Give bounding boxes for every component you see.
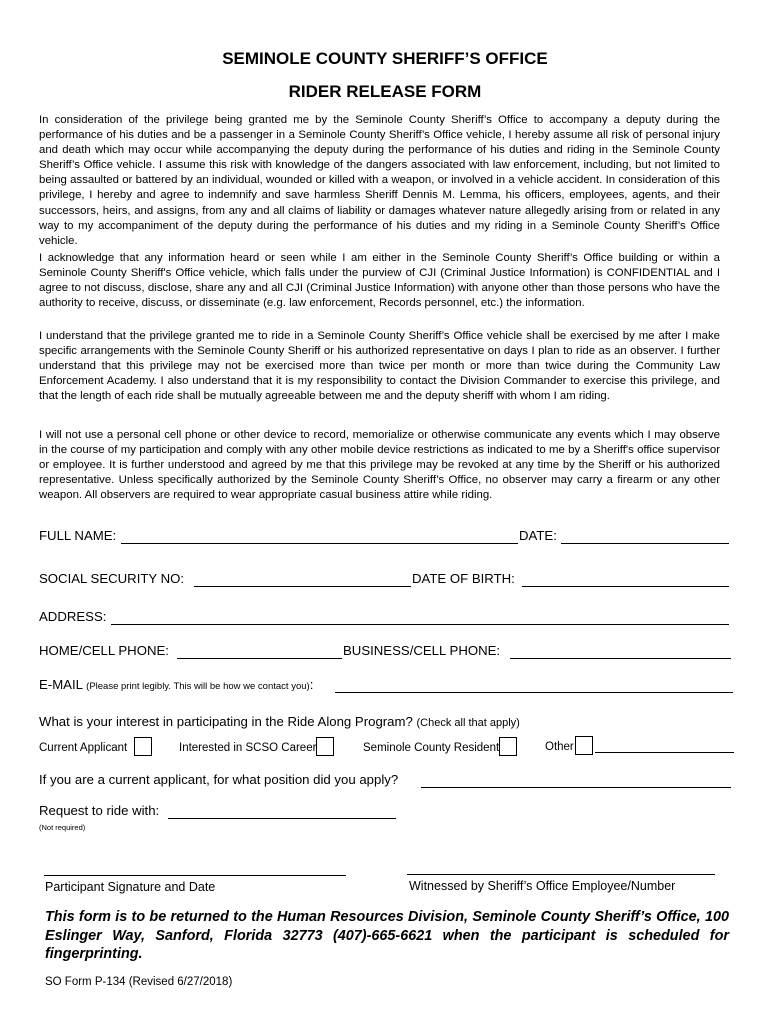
interest-question bbox=[39, 714, 520, 729]
dob-field[interactable] bbox=[522, 586, 729, 587]
checkbox-county-resident[interactable] bbox=[499, 737, 517, 756]
home-phone-field[interactable] bbox=[177, 658, 342, 659]
form-agency-title: SEMINOLE COUNTY SHERIFF’S OFFICE bbox=[222, 49, 548, 68]
witness-signature-label: Witnessed by Sheriff’s Office Employee/Number bbox=[409, 879, 676, 893]
date-label: DATE: bbox=[519, 528, 557, 543]
option-scso-career-label: Interested in SCSO Career bbox=[179, 742, 317, 754]
participant-signature-line[interactable] bbox=[44, 875, 346, 876]
checkbox-other[interactable] bbox=[575, 736, 593, 755]
checkbox-scso-career[interactable] bbox=[316, 737, 334, 756]
dob-label: DATE OF BIRTH: bbox=[412, 571, 515, 586]
participant-signature-label: Participant Signature and Date bbox=[45, 880, 216, 894]
position-question: If you are a current applicant, for what position did you apply? bbox=[39, 772, 399, 787]
email-field[interactable] bbox=[335, 692, 733, 693]
confidentiality-paragraph: I acknowledge that any information heard or seen while I am either in the Seminole County Sheriff’s Office building or within a Seminole County Sheriff's Office vehicle, which falls under the purview of CJI (Criminal Justice Information) is CONFIDENTIAL and I agree to not discuss, disclose, share any and all CJI (Criminal Justice Information) with anyone other than those persons who have the authority to receive, discuss, or disseminate (e.g. law enforcement, Records personnel, etc.) the information. bbox=[39, 252, 720, 310]
interest-question-text: What is your interest in participating in the Ride Along Program? bbox=[39, 714, 413, 729]
address-field[interactable] bbox=[111, 624, 729, 625]
position-field[interactable] bbox=[421, 787, 731, 788]
return-instructions: This form is to be returned to the Human Resources Division, Seminole County Sheriff’s Office, 100 Eslinger Way, Sanford, Florida 32773 (407)-665-6621 when the participant is scheduled for fingerprinting. bbox=[45, 909, 729, 962]
date-field[interactable] bbox=[561, 543, 729, 544]
request-field[interactable] bbox=[168, 818, 396, 819]
email-colon: : bbox=[309, 677, 314, 692]
full-name-label: FULL NAME: bbox=[39, 528, 117, 543]
email-note: (Please print legibly. This will be how we contact you) bbox=[86, 681, 310, 692]
option-other-label: Other bbox=[545, 741, 574, 753]
device-restriction-paragraph: I will not use a personal cell phone or other device to record, memorialize or otherwise communicate any events which I may observe in the course of my participation and comply with any other mobile device restrictions as indicated to me by a Sheriff's office supervisor or employee. It is further understood and agreed by me that this privilege may be revoked at any time by the Sheriff or his authorized representative. Unless specifically authorized by the Seminole County Sheriff’s Office, no observer may carry a firearm or any other weapon. All observers are required to wear appropriate casual business attire while riding. bbox=[39, 429, 720, 502]
business-phone-label: BUSINESS/CELL PHONE: bbox=[343, 643, 501, 658]
request-label: Request to ride with: bbox=[39, 803, 160, 818]
option-current-applicant-label: Current Applicant bbox=[39, 742, 128, 754]
email-label-text: E-MAIL bbox=[39, 677, 83, 692]
full-name-field[interactable] bbox=[121, 543, 518, 544]
witness-signature-line[interactable] bbox=[407, 874, 715, 875]
form-number: SO Form P-134 (Revised 6/27/2018) bbox=[45, 976, 233, 988]
address-label: ADDRESS: bbox=[39, 609, 107, 624]
email-label bbox=[39, 677, 313, 692]
checkbox-current-applicant[interactable] bbox=[134, 737, 152, 756]
ssn-field[interactable] bbox=[194, 586, 411, 587]
form-title: RIDER RELEASE FORM bbox=[288, 82, 482, 101]
liability-paragraph: In consideration of the privilege being granted me by the Seminole County Sheriff’s Office to accompany a deputy during the performance of his duties and be a passenger in a Seminole County Sheriff’s Office vehicle, I hereby assume all risk of personal injury and death which may occur while accompanying the deputy during the performance of his duties and riding in the Seminole County Sheriff’s Office vehicle. I assume this risk with knowledge of the dangers associated with law enforcement, including, but not limited to being assaulted or battered by an individual, wounded or killed with a weapon, or involved in a vehicle accident. In consideration of this privilege, I hereby and agree to indemnify and save harmless Sheriff Dennis M. Lemma, his officers, employees, agents, and their successors, heirs, and assigns, from any and all claims of liability or damages whatever nature allegedly arising from or related in any way to my accompaniment of the deputy during the performance of his duties and my riding in a Seminole County Sheriff’s Office vehicle. bbox=[39, 114, 720, 247]
option-county-resident-label: Seminole County Resident bbox=[363, 742, 500, 754]
other-specify-field[interactable] bbox=[595, 752, 734, 753]
request-note: (Not required) bbox=[39, 823, 86, 832]
home-phone-label: HOME/CELL PHONE: bbox=[39, 643, 169, 658]
privilege-paragraph: I understand that the privilege granted me to ride in a Seminole County Sheriff’s Office vehicle shall be exercised by me after I make specific arrangements with the Seminole County Sheriff or his authorized representative on days I plan to ride as an observer. I further understand that this privilege may not be exercised more than twice per month or more than twice during the Community Law Enforcement Academy. I also understand that it is my responsibility to contact the Division Commander to exercise this privilege, and that the length of each ride shall be mutually agreeable between me and the deputy sheriff with whom I am riding. bbox=[39, 330, 720, 403]
ssn-label: SOCIAL SECURITY NO: bbox=[39, 571, 185, 586]
interest-question-note: (Check all that apply) bbox=[416, 717, 520, 729]
business-phone-field[interactable] bbox=[510, 658, 731, 659]
